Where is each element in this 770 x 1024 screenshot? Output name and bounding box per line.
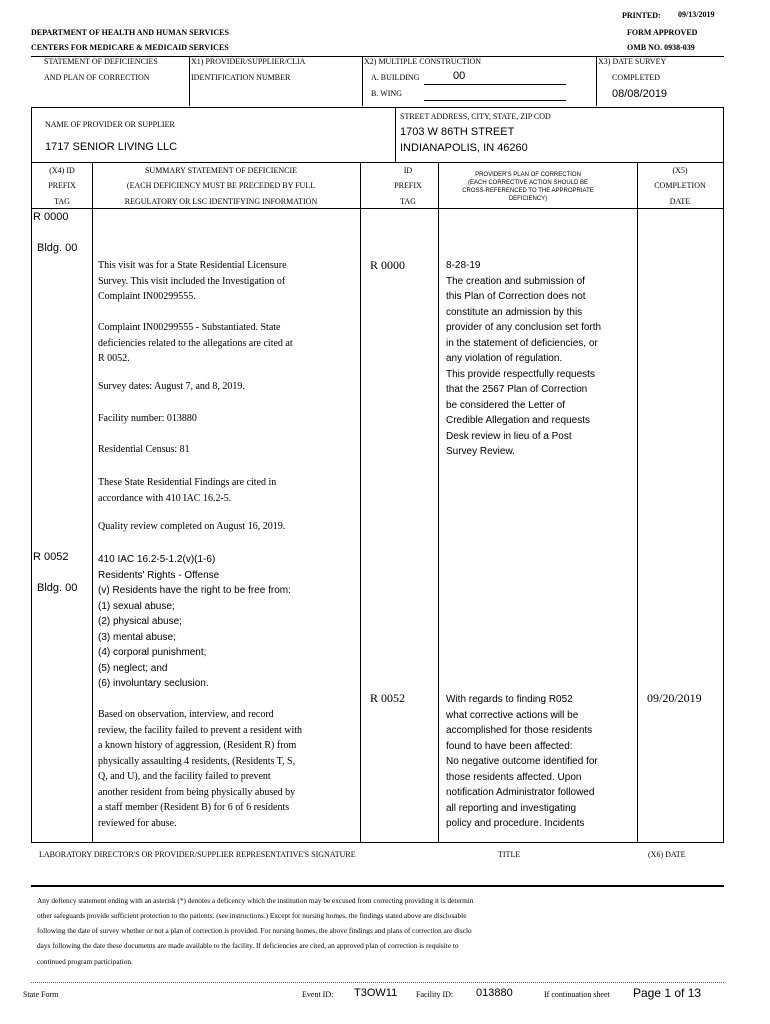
column-border-summary [360,162,361,842]
id-prefix-label: PREFIX [394,181,422,190]
summary-r0052-findings: Based on observation, interview, and record review, the facility failed to prevent a resident with a known history of aggression, (Resident R) from physically assaulting 4 residents, (Residents T, S, Q, and U), and the facility failed to prevent another resident from being physically abused by a staff member (Resident B) for 6 of 6 residents reviewed for abuse. [98,709,302,829]
signature-row-bottom-rule [31,885,724,887]
building-label: A. BUILDING [371,73,420,82]
page-number: Page 1 of 13 [633,986,702,1000]
statement-label-2: AND PLAN OF CORRECTION [44,73,150,82]
provider-box-divider [395,108,396,162]
column-border-plan [637,162,638,842]
provider-clia-label-1: X1) PROVIDER/SUPPLIER/CLIA [191,57,306,66]
completion-date-r0052: 09/20/2019 [647,691,702,705]
summary-residential-census: Residential Census: 81 [98,444,190,455]
wing-label: B. WING [371,89,402,98]
provider-box-top-border [31,107,724,108]
event-id-label: Event ID: [302,990,334,999]
x5-label: (X5) [672,166,688,175]
printed-label: PRINTED: [622,11,661,20]
centers-title: CENTERS FOR MEDICARE & MEDICAID SERVICES [31,43,229,52]
column-border-id [438,162,439,842]
body-bottom-border [31,842,724,843]
title-label: TITLE [498,850,521,859]
plan-header-1: PROVIDER'S PLAN OF CORRECTION [475,172,581,178]
completed-label: COMPLETED [612,73,660,82]
event-id-value: T3OW11 [354,987,398,999]
top-box-divider-3 [596,56,597,106]
x4-prefix-label: PREFIX [48,181,76,190]
top-box-divider-1 [189,56,190,106]
disclaimer-line-4: days following the date these documents are made available to the facility. If deficiencies are cited, an approved plan of correction is requisite to [37,941,459,950]
bldg-r0000: Bldg. 00 [37,242,78,254]
footer-dotted-rule [31,982,724,983]
x6-date-label: (X6) DATE [648,850,686,859]
printed-date: 09/13/2019 [678,10,715,19]
regulation-text-r0052: 410 IAC 16.2-5-1.2(v)(1-6) Residents' Rights - Offense (v) Residents have the right to be free from: (1) sexual abuse; (2) physical abuse; (3) mental abuse; (4) corporal punishment; (5) neglect; and (6) involuntary seclusion. [98,554,291,689]
plan-header-2: (EACH CORRECTIVE ACTION SHOULD BE [467,180,589,186]
statement-label-1: STATEMENT OF DEFICIENCIES [44,57,158,66]
column-border-right [723,162,724,842]
survey-date-value: 08/08/2019 [612,88,668,100]
plan-header-3: CROSS-REFERENCED TO THE APPROPRIATE [462,188,594,194]
facility-id-value: 013880 [476,987,513,999]
continuation-sheet-label: If continuation sheet [544,990,610,999]
date-survey-label: X3) DATE SURVEY [598,57,667,66]
id-tag-r0052: R 0052 [370,691,406,705]
disclaimer-line-1: Any defiency statement ending with an asterisk (*) denotes a deficency which the institution may be excused from correcting providing it is determin [37,896,474,905]
multiple-construction-label: X2) MULTIPLE CONSTRUCTION [364,57,482,66]
street-address-line-2: INDIANAPOLIS, IN 46260 [400,142,528,154]
summary-visit: This visit was for a State Residential Licensure Survey. This visit included the Investigation of Complaint IN00299555. [98,260,287,302]
laboratory-director-signature-label: LABORATORY DIRECTOR'S OR PROVIDER/SUPPLIER REPRESENTATIVE'S SIGNATURE [39,850,356,859]
completion-date-label: DATE [669,197,691,206]
street-address-line-1: 1703 W 86TH STREET [400,126,515,138]
tag-r0000: R 0000 [33,211,69,223]
department-title: DEPARTMENT OF HEALTH AND HUMAN SERVICES [31,28,229,37]
tag-r0052: R 0052 [33,551,69,563]
provider-clia-label-2: IDENTIFICATION NUMBER [191,73,291,82]
column-header-top-border [31,162,724,163]
x4-tag-label: TAG [54,197,70,206]
column-header-bottom-border [31,208,724,209]
plan-header-4: DEFICIENCY) [508,196,548,202]
id-tag-label: TAG [400,197,416,206]
provider-name-value: 1717 SENIOR LIVING LLC [45,141,178,153]
omb-number: OMB NO. 0938-039 [627,43,695,52]
plan-of-correction-r0000: 8-28-19 The creation and submission of this Plan of Correction does not constitute an admission by this provider of any conclusion set forth in the statement of deficiencies, or any violation of regulation. This provide respectfully requests that the 2567 Plan of Correction be considered the Letter of Credible Allegation and requests Desk review in lieu of a Post Survey Review. [446,260,602,457]
completion-label: COMPLETION [654,181,706,190]
state-form-label: State Form [23,990,59,999]
wing-underline [424,100,566,101]
summary-complaint: Complaint IN00299555 - Substantiated. State deficiencies related to the allegations are cited at R 0052. [98,322,293,364]
disclaimer-line-2: other safeguards provide sufficient protection to the patients. (see instructions.) Except for nursing homes, the findings stated above are disclosable [37,911,467,920]
provider-box-left-border [31,108,32,162]
summary-quality-review: Quality review completed on August 16, 2019. [98,521,286,532]
summary-findings: These State Residential Findings are cited in accordance with 410 IAC 16.2-5. [98,477,277,504]
street-address-label: STREET ADDRESS, CITY, STATE, ZIP COD [400,112,551,121]
building-underline [424,84,566,85]
top-box-divider-2 [362,56,363,106]
bldg-r0052: Bldg. 00 [37,582,78,594]
summary-facility-number: Facility number: 013880 [98,413,197,424]
provider-box-right-border [723,108,724,162]
form-approved: FORM APPROVED [627,28,698,37]
column-border-left [31,162,32,842]
column-border-prefix [92,162,93,842]
summary-survey-dates: Survey dates: August 7, and 8, 2019. [98,381,245,392]
provider-name-label: NAME OF PROVIDER OR SUPPLIER [45,120,175,129]
summary-header-3: REGULATORY OR LSC IDENTIFYING INFORMATION [124,197,318,206]
summary-header-1: SUMMARY STATEMENT OF DEFICIENCIE [144,166,298,175]
summary-header-2: (EACH DEFICIENCY MUST BE PRECEDED BY FULL [126,181,316,190]
x4-id-label: (X4) ID [49,166,75,175]
id-label: ID [403,166,413,175]
building-value: 00 [453,70,466,82]
plan-of-correction-r0052: With regards to finding R052 what corrective actions will be accomplished for those residents found to have been affected: No negative outcome identified for those residents affected. Upon notification Administrator followed all reporting and investigating policy and procedure. Incidents [446,694,598,829]
id-tag-r0000: R 0000 [370,258,406,272]
disclaimer-line-5: continued program participation. [37,957,133,966]
facility-id-label: Facility ID: [416,990,454,999]
disclaimer-line-3: following the date of survey whether or not a plan of correction is provided. For nursing homes, the above findings and plans of correction are disclo [37,926,472,935]
